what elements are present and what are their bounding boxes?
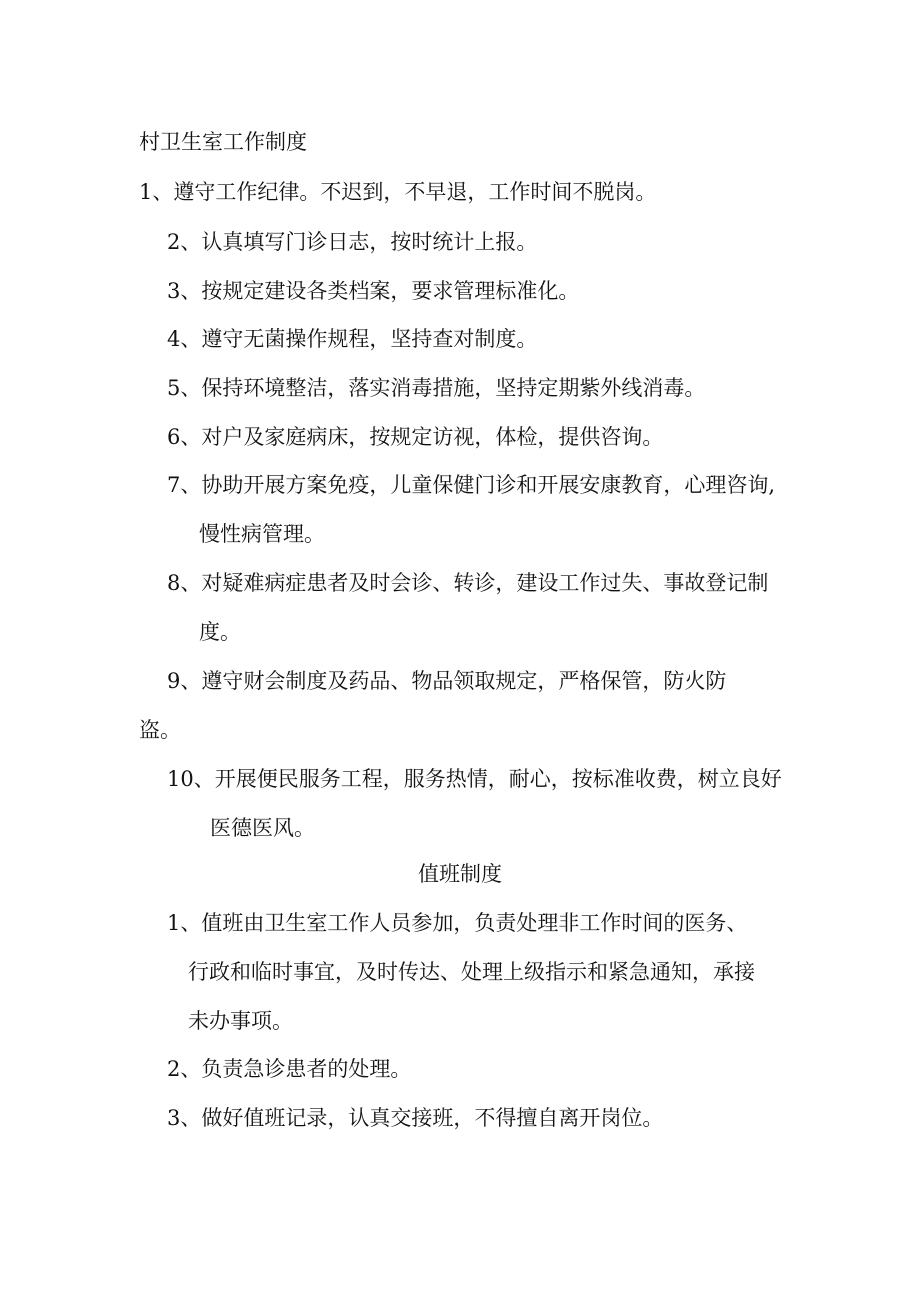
rule-8-line-2: 度。 [199,620,241,644]
rule-7-line-2: 慢性病管理。 [199,522,325,546]
duty-rule-2: 2、负责急诊患者的处理。 [167,1057,412,1081]
rule-6: 6、对户及家庭病床，按规定访视，体检，提供咨询。 [167,425,664,449]
rule-8-line-1: 8、对疑难病症患者及时会诊、转诊，建设工作过失、事故登记制 [167,571,769,595]
section-title-duty: 值班制度 [418,862,502,886]
rule-4: 4、遵守无菌操作规程，坚持查对制度。 [167,327,538,351]
rule-1: 1、遵守工作纪律。不迟到，不早退，工作时间不脱岗。 [139,180,657,204]
rule-7-line-1: 7、协助开展方案免疫，儿童保健门诊和开展安康教育，心理咨询, [167,473,776,497]
rule-2: 2、认真填写门诊日志，按时统计上报。 [167,230,538,254]
duty-rule-1-line-1: 1、值班由卫生室工作人员参加，负责处理非工作时间的医务、 [167,911,748,935]
rule-3: 3、按规定建设各类档案，要求管理标准化。 [167,279,580,303]
rule-5: 5、保持环境整洁，落实消毒措施，坚持定期紫外线消毒。 [167,376,706,400]
duty-rule-1-line-2: 行政和临时事宜，及时传达、处理上级指示和紧急通知，承接 [188,960,755,984]
rule-9-line-2: 盗。 [139,718,181,742]
rule-10-line-1: 10、开展便民服务工程，服务热情，耐心，按标准收费，树立良好 [167,767,782,791]
duty-rule-1-line-3: 未办事项。 [188,1009,293,1033]
duty-rule-3: 3、做好值班记录，认真交接班，不得擅自离开岗位。 [167,1106,664,1130]
rule-10-line-2: 医德医风。 [210,816,315,840]
page-title: 村卫生室工作制度 [139,130,307,154]
rule-9-line-1: 9、遵守财会制度及药品、物品领取规定，严格保管，防火防 [167,669,727,693]
